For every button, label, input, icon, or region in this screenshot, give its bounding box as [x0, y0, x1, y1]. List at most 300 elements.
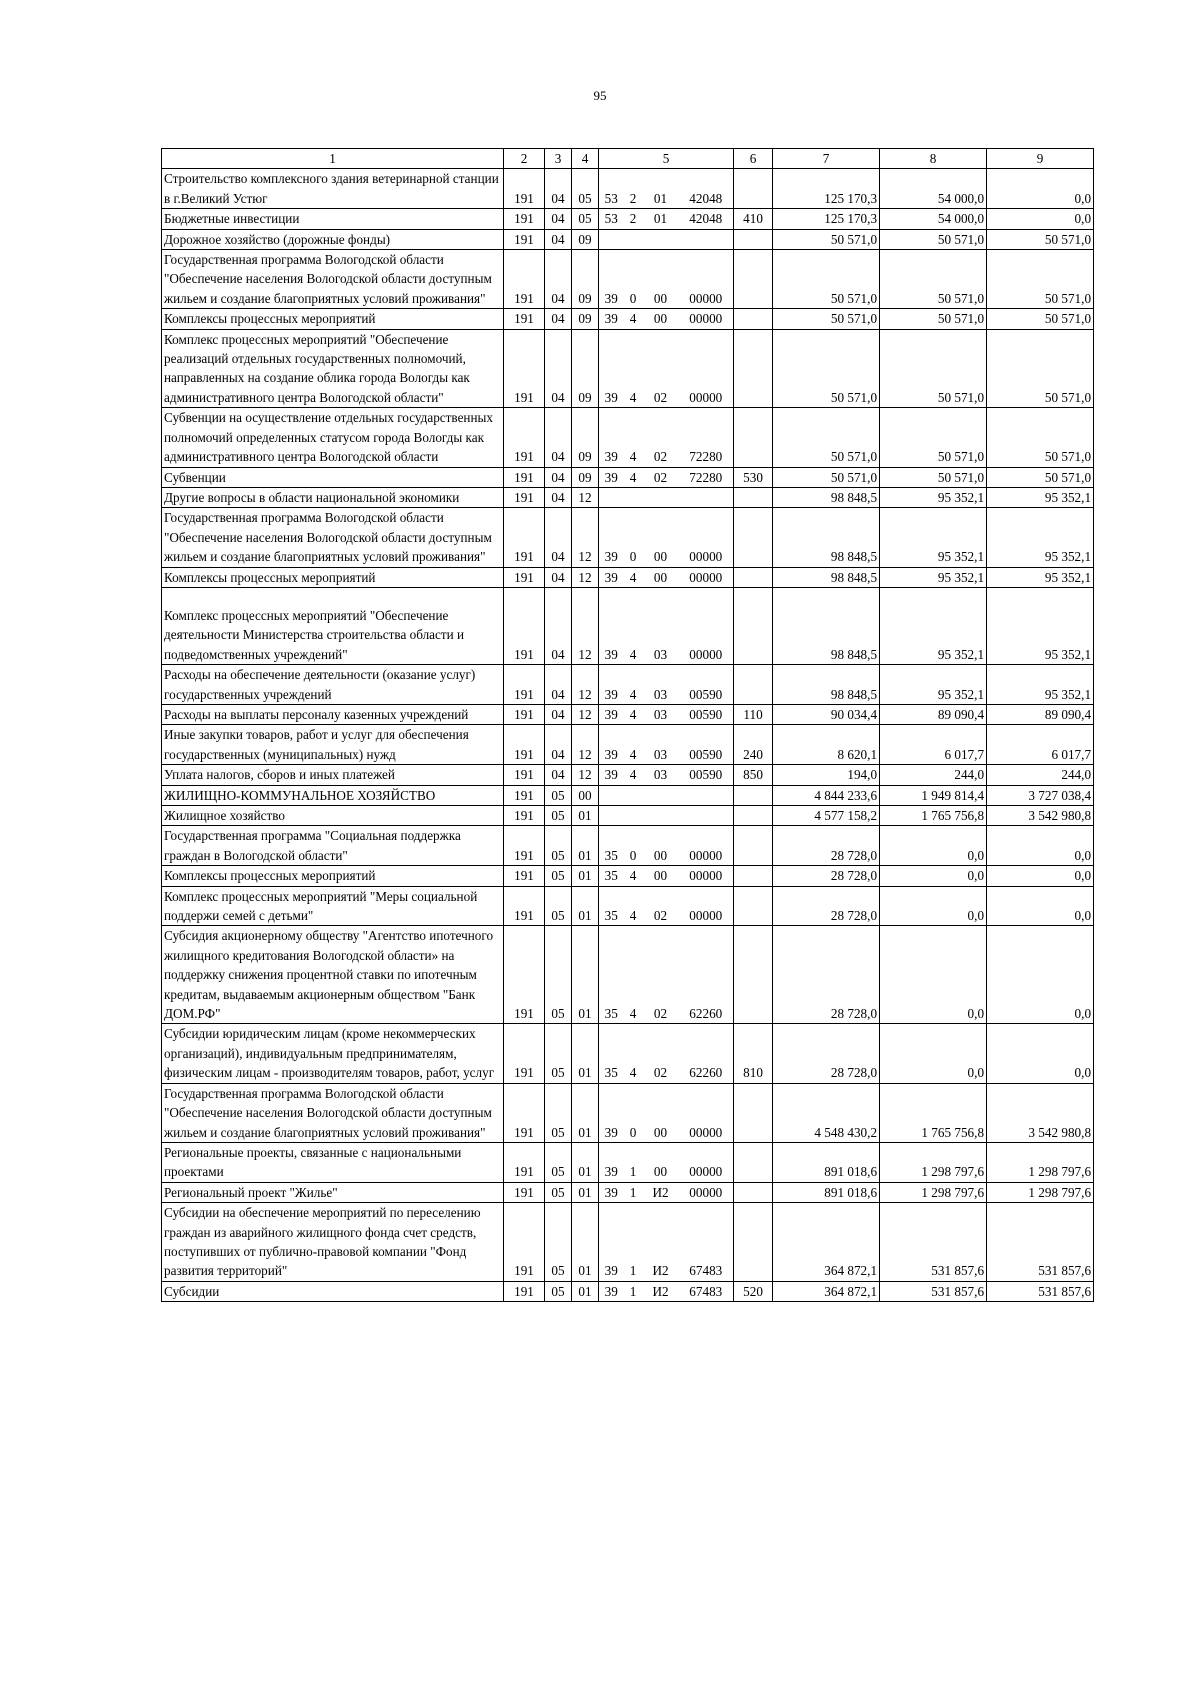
table-row — [162, 826, 1094, 866]
subsection-code: 00 — [572, 785, 599, 805]
header-cell: 5 — [599, 149, 734, 169]
subsection-code: 12 — [572, 665, 599, 705]
expense-type-code — [734, 508, 773, 567]
item-name: Государственная программа Вологодской области "Обеспечение населения Вологодской области доступным жильем и создание благоприятных условий проживания" — [162, 508, 504, 567]
subsection-code: 01 — [572, 806, 599, 826]
subsection-code: 09 — [572, 329, 599, 408]
amount-year-3: 0,0 — [987, 866, 1094, 886]
ministry-code: 191 — [504, 587, 545, 664]
event-code: 02 — [643, 467, 679, 487]
subprogram-code: 4 — [624, 725, 643, 765]
program-code: 39 — [599, 1182, 624, 1202]
event-code: 03 — [643, 704, 679, 724]
item-name: Комплекс процессных мероприятий "Меры социальной поддержи семей с детьми" — [162, 886, 504, 926]
amount-year-2: 95 352,1 — [880, 487, 987, 507]
event-code: 02 — [643, 886, 679, 926]
expense-type-code: 850 — [734, 765, 773, 785]
item-name: Государственная программа Вологодской области "Обеспечение населения Вологодской области доступным жильем и создание благоприятных условий проживания" — [162, 250, 504, 309]
table-row — [162, 1083, 1094, 1142]
table-row — [162, 169, 1094, 209]
section-code: 04 — [545, 309, 572, 329]
ministry-code: 191 — [504, 866, 545, 886]
section-code: 05 — [545, 1182, 572, 1202]
amount-year-2: 50 571,0 — [880, 250, 987, 309]
subprogram-code: 0 — [624, 826, 643, 866]
amount-year-3: 0,0 — [987, 209, 1094, 229]
header-row — [162, 149, 1094, 169]
subsection-code: 09 — [572, 309, 599, 329]
subsection-code: 01 — [572, 1142, 599, 1182]
subprogram-code: 0 — [624, 508, 643, 567]
item-name: Государственная программа Вологодской области "Обеспечение населения Вологодской области доступным жильем и создание благоприятных условий проживания" — [162, 1083, 504, 1142]
ministry-code: 191 — [504, 309, 545, 329]
section-code: 05 — [545, 1281, 572, 1301]
amount-year-3: 50 571,0 — [987, 309, 1094, 329]
program-code: 39 — [599, 508, 624, 567]
direction-code: 62260 — [679, 1024, 734, 1083]
event-code: И2 — [643, 1182, 679, 1202]
subprogram-code: 1 — [624, 1203, 643, 1282]
subprogram-code: 1 — [624, 1182, 643, 1202]
subprogram-code: 4 — [624, 1024, 643, 1083]
ministry-code: 191 — [504, 826, 545, 866]
direction-code — [679, 785, 734, 805]
section-code: 05 — [545, 866, 572, 886]
subprogram-code: 4 — [624, 926, 643, 1024]
item-name: Дорожное хозяйство (дорожные фонды) — [162, 229, 504, 249]
item-name: Бюджетные инвестиции — [162, 209, 504, 229]
section-code: 04 — [545, 487, 572, 507]
direction-code: 42048 — [679, 169, 734, 209]
ministry-code: 191 — [504, 926, 545, 1024]
header-cell: 9 — [987, 149, 1094, 169]
amount-year-2: 0,0 — [880, 926, 987, 1024]
amount-year-1: 50 571,0 — [773, 309, 880, 329]
direction-code — [679, 229, 734, 249]
event-code: 03 — [643, 665, 679, 705]
direction-code: 00000 — [679, 1142, 734, 1182]
subprogram-code: 4 — [624, 765, 643, 785]
table-row — [162, 229, 1094, 249]
event-code: 00 — [643, 309, 679, 329]
subprogram-code: 4 — [624, 866, 643, 886]
program-code: 39 — [599, 665, 624, 705]
section-code: 04 — [545, 229, 572, 249]
amount-year-1: 891 018,6 — [773, 1182, 880, 1202]
item-name: Региональный проект "Жилье" — [162, 1182, 504, 1202]
direction-code: 00000 — [679, 567, 734, 587]
item-name: Комплексы процессных мероприятий — [162, 866, 504, 886]
amount-year-3: 50 571,0 — [987, 329, 1094, 408]
table-row — [162, 567, 1094, 587]
program-code: 35 — [599, 926, 624, 1024]
section-code: 04 — [545, 567, 572, 587]
subprogram-code: 2 — [624, 169, 643, 209]
section-code: 04 — [545, 467, 572, 487]
program-code: 39 — [599, 567, 624, 587]
amount-year-1: 50 571,0 — [773, 229, 880, 249]
ministry-code: 191 — [504, 169, 545, 209]
table-body — [162, 169, 1094, 1302]
subsection-code: 05 — [572, 169, 599, 209]
table-row — [162, 329, 1094, 408]
program-code: 39 — [599, 765, 624, 785]
expense-type-code — [734, 826, 773, 866]
subprogram-code: 4 — [624, 665, 643, 705]
table-row — [162, 487, 1094, 507]
amount-year-2: 50 571,0 — [880, 309, 987, 329]
program-code: 39 — [599, 408, 624, 467]
expense-type-code: 520 — [734, 1281, 773, 1301]
ministry-code: 191 — [504, 1083, 545, 1142]
direction-code: 00000 — [679, 329, 734, 408]
section-code: 04 — [545, 665, 572, 705]
direction-code: 00000 — [679, 866, 734, 886]
item-name: Региональные проекты, связанные с национальными проектами — [162, 1142, 504, 1182]
event-code: 00 — [643, 567, 679, 587]
amount-year-3: 50 571,0 — [987, 408, 1094, 467]
expense-type-code: 530 — [734, 467, 773, 487]
amount-year-1: 28 728,0 — [773, 1024, 880, 1083]
expense-type-code: 410 — [734, 209, 773, 229]
table-row — [162, 1281, 1094, 1301]
event-code: И2 — [643, 1281, 679, 1301]
item-name: Уплата налогов, сборов и иных платежей — [162, 765, 504, 785]
amount-year-1: 90 034,4 — [773, 704, 880, 724]
expense-type-code — [734, 487, 773, 507]
event-code: 03 — [643, 587, 679, 664]
amount-year-3: 1 298 797,6 — [987, 1142, 1094, 1182]
expense-type-code — [734, 408, 773, 467]
section-code: 05 — [545, 806, 572, 826]
section-code: 04 — [545, 704, 572, 724]
program-code — [599, 785, 624, 805]
amount-year-2: 50 571,0 — [880, 329, 987, 408]
event-code: 00 — [643, 508, 679, 567]
item-name: Расходы на обеспечение деятельности (оказание услуг) государственных учреждений — [162, 665, 504, 705]
amount-year-1: 28 728,0 — [773, 926, 880, 1024]
table-row — [162, 250, 1094, 309]
subprogram-code: 1 — [624, 1281, 643, 1301]
direction-code: 00000 — [679, 587, 734, 664]
direction-code: 67483 — [679, 1203, 734, 1282]
item-name: ЖИЛИЩНО-КОММУНАЛЬНОЕ ХОЗЯЙСТВО — [162, 785, 504, 805]
amount-year-1: 4 577 158,2 — [773, 806, 880, 826]
program-code: 35 — [599, 826, 624, 866]
expense-type-code — [734, 926, 773, 1024]
amount-year-1: 194,0 — [773, 765, 880, 785]
item-name: Комплексы процессных мероприятий — [162, 309, 504, 329]
section-code: 04 — [545, 408, 572, 467]
amount-year-1: 4 548 430,2 — [773, 1083, 880, 1142]
item-name: Субсидии юридическим лицам (кроме некоммерческих организаций), индивидуальным предпринимателям, физическим лицам - производителям товаров, работ, услуг — [162, 1024, 504, 1083]
event-code: 01 — [643, 209, 679, 229]
event-code: 00 — [643, 1142, 679, 1182]
table-row — [162, 725, 1094, 765]
table-row — [162, 765, 1094, 785]
section-code: 04 — [545, 209, 572, 229]
table-row — [162, 408, 1094, 467]
direction-code: 00590 — [679, 725, 734, 765]
amount-year-3: 3 542 980,8 — [987, 1083, 1094, 1142]
event-code: 02 — [643, 408, 679, 467]
expense-type-code: 240 — [734, 725, 773, 765]
item-name: Субсидии — [162, 1281, 504, 1301]
direction-code: 00000 — [679, 250, 734, 309]
program-code: 39 — [599, 725, 624, 765]
program-code: 39 — [599, 1142, 624, 1182]
item-name: Субсидии на обеспечение мероприятий по переселению граждан из аварийного жилищного фонда счет средств, поступивших от публично-правовой компании "Фонд развития территорий" — [162, 1203, 504, 1282]
section-code: 04 — [545, 587, 572, 664]
expense-type-code — [734, 587, 773, 664]
expense-type-code — [734, 785, 773, 805]
direction-code: 72280 — [679, 467, 734, 487]
ministry-code: 191 — [504, 665, 545, 705]
header-cell: 1 — [162, 149, 504, 169]
subprogram-code: 1 — [624, 1142, 643, 1182]
amount-year-3: 6 017,7 — [987, 725, 1094, 765]
header-cell: 2 — [504, 149, 545, 169]
amount-year-1: 8 620,1 — [773, 725, 880, 765]
amount-year-3: 95 352,1 — [987, 508, 1094, 567]
amount-year-3: 95 352,1 — [987, 567, 1094, 587]
ministry-code: 191 — [504, 1024, 545, 1083]
amount-year-2: 95 352,1 — [880, 665, 987, 705]
subsection-code: 05 — [572, 209, 599, 229]
ministry-code: 191 — [504, 567, 545, 587]
amount-year-1: 4 844 233,6 — [773, 785, 880, 805]
direction-code: 00590 — [679, 704, 734, 724]
amount-year-1: 50 571,0 — [773, 408, 880, 467]
program-code: 39 — [599, 467, 624, 487]
ministry-code: 191 — [504, 1182, 545, 1202]
amount-year-2: 89 090,4 — [880, 704, 987, 724]
subprogram-code — [624, 785, 643, 805]
program-code: 39 — [599, 704, 624, 724]
subsection-code: 09 — [572, 467, 599, 487]
program-code: 39 — [599, 309, 624, 329]
section-code: 05 — [545, 785, 572, 805]
subprogram-code: 0 — [624, 1083, 643, 1142]
expense-type-code — [734, 329, 773, 408]
program-code — [599, 229, 624, 249]
table-row — [162, 926, 1094, 1024]
amount-year-3: 3 727 038,4 — [987, 785, 1094, 805]
program-code: 35 — [599, 866, 624, 886]
section-code: 05 — [545, 1142, 572, 1182]
ministry-code: 191 — [504, 1142, 545, 1182]
header-cell: 4 — [572, 149, 599, 169]
amount-year-3: 50 571,0 — [987, 467, 1094, 487]
amount-year-2: 1 765 756,8 — [880, 1083, 987, 1142]
amount-year-2: 54 000,0 — [880, 169, 987, 209]
event-code: 00 — [643, 1083, 679, 1142]
subsection-code: 12 — [572, 487, 599, 507]
ministry-code: 191 — [504, 886, 545, 926]
amount-year-2: 531 857,6 — [880, 1281, 987, 1301]
subsection-code: 09 — [572, 250, 599, 309]
amount-year-3: 50 571,0 — [987, 250, 1094, 309]
subsection-code: 12 — [572, 765, 599, 785]
ministry-code: 191 — [504, 785, 545, 805]
program-code: 39 — [599, 250, 624, 309]
amount-year-2: 1 765 756,8 — [880, 806, 987, 826]
header-cell: 6 — [734, 149, 773, 169]
amount-year-3: 95 352,1 — [987, 487, 1094, 507]
amount-year-2: 54 000,0 — [880, 209, 987, 229]
amount-year-3: 95 352,1 — [987, 587, 1094, 664]
section-code: 04 — [545, 250, 572, 309]
event-code: 02 — [643, 926, 679, 1024]
amount-year-1: 98 848,5 — [773, 665, 880, 705]
program-code — [599, 806, 624, 826]
subsection-code: 01 — [572, 1083, 599, 1142]
amount-year-3: 0,0 — [987, 1024, 1094, 1083]
amount-year-1: 364 872,1 — [773, 1203, 880, 1282]
amount-year-2: 95 352,1 — [880, 508, 987, 567]
amount-year-2: 244,0 — [880, 765, 987, 785]
amount-year-3: 244,0 — [987, 765, 1094, 785]
section-code: 05 — [545, 886, 572, 926]
ministry-code: 191 — [504, 209, 545, 229]
ministry-code: 191 — [504, 408, 545, 467]
subsection-code: 12 — [572, 508, 599, 567]
expense-type-code — [734, 229, 773, 249]
program-code — [599, 487, 624, 507]
amount-year-1: 98 848,5 — [773, 587, 880, 664]
event-code: 02 — [643, 329, 679, 408]
event-code — [643, 806, 679, 826]
amount-year-1: 125 170,3 — [773, 209, 880, 229]
ministry-code: 191 — [504, 1203, 545, 1282]
subprogram-code: 4 — [624, 567, 643, 587]
expense-type-code — [734, 886, 773, 926]
direction-code: 72280 — [679, 408, 734, 467]
table-row — [162, 886, 1094, 926]
item-name: Расходы на выплаты персоналу казенных учреждений — [162, 704, 504, 724]
direction-code: 00000 — [679, 1083, 734, 1142]
direction-code: 00590 — [679, 665, 734, 705]
subprogram-code: 4 — [624, 408, 643, 467]
program-code: 53 — [599, 209, 624, 229]
item-name: Субсидия акционерному обществу "Агентство ипотечного жилищного кредитования Вологодской области» на поддержку снижения процентной ставки по ипотечным кредитам, выдаваемым акционерным обществом "Банк ДОМ.РФ" — [162, 926, 504, 1024]
subprogram-code: 4 — [624, 886, 643, 926]
amount-year-3: 0,0 — [987, 926, 1094, 1024]
amount-year-2: 95 352,1 — [880, 567, 987, 587]
amount-year-1: 50 571,0 — [773, 467, 880, 487]
subprogram-code: 4 — [624, 309, 643, 329]
subsection-code: 12 — [572, 587, 599, 664]
direction-code: 00590 — [679, 765, 734, 785]
event-code: 00 — [643, 826, 679, 866]
item-name: Комплекс процессных мероприятий "Обеспечение реализаций отдельных государственных полномочий, направленных на создание облика города Вологды как административного центра Вологодской области" — [162, 329, 504, 408]
ministry-code: 191 — [504, 467, 545, 487]
amount-year-1: 125 170,3 — [773, 169, 880, 209]
expense-type-code — [734, 665, 773, 705]
expense-type-code — [734, 1083, 773, 1142]
item-name: Строительство комплексного здания ветеринарной станции в г.Великий Устюг — [162, 169, 504, 209]
event-code — [643, 487, 679, 507]
header-cell: 3 — [545, 149, 572, 169]
table-row — [162, 467, 1094, 487]
ministry-code: 191 — [504, 329, 545, 408]
section-code: 04 — [545, 169, 572, 209]
direction-code: 00000 — [679, 508, 734, 567]
event-code: 01 — [643, 169, 679, 209]
expense-type-code — [734, 1142, 773, 1182]
subprogram-code: 2 — [624, 209, 643, 229]
section-code: 04 — [545, 508, 572, 567]
event-code: 02 — [643, 1024, 679, 1083]
program-code: 53 — [599, 169, 624, 209]
section-code: 05 — [545, 1024, 572, 1083]
table-row — [162, 785, 1094, 805]
subsection-code: 01 — [572, 1024, 599, 1083]
amount-year-3: 531 857,6 — [987, 1203, 1094, 1282]
section-code: 04 — [545, 329, 572, 408]
subprogram-code: 4 — [624, 467, 643, 487]
item-name: Иные закупки товаров, работ и услуг для обеспечения государственных (муниципальных) нужд — [162, 725, 504, 765]
direction-code: 00000 — [679, 1182, 734, 1202]
item-name: Другие вопросы в области национальной экономики — [162, 487, 504, 507]
amount-year-3: 89 090,4 — [987, 704, 1094, 724]
budget-table — [161, 148, 1094, 1302]
table-row — [162, 587, 1094, 664]
expense-type-code — [734, 806, 773, 826]
subprogram-code: 0 — [624, 250, 643, 309]
ministry-code: 191 — [504, 806, 545, 826]
event-code — [643, 785, 679, 805]
expense-type-code: 110 — [734, 704, 773, 724]
expense-type-code — [734, 169, 773, 209]
direction-code — [679, 806, 734, 826]
section-code: 04 — [545, 725, 572, 765]
program-code: 39 — [599, 329, 624, 408]
subprogram-code: 4 — [624, 587, 643, 664]
amount-year-2: 0,0 — [880, 1024, 987, 1083]
amount-year-1: 50 571,0 — [773, 250, 880, 309]
ministry-code: 191 — [504, 229, 545, 249]
page-number: 95 — [593, 88, 607, 103]
amount-year-1: 891 018,6 — [773, 1142, 880, 1182]
table-row — [162, 704, 1094, 724]
direction-code: 62260 — [679, 926, 734, 1024]
expense-type-code — [734, 866, 773, 886]
subsection-code: 01 — [572, 866, 599, 886]
table-row — [162, 209, 1094, 229]
amount-year-1: 50 571,0 — [773, 329, 880, 408]
table-row — [162, 1024, 1094, 1083]
subsection-code: 01 — [572, 1182, 599, 1202]
table-row — [162, 806, 1094, 826]
amount-year-2: 531 857,6 — [880, 1203, 987, 1282]
amount-year-3: 0,0 — [987, 826, 1094, 866]
direction-code: 42048 — [679, 209, 734, 229]
ministry-code: 191 — [504, 250, 545, 309]
amount-year-2: 1 298 797,6 — [880, 1182, 987, 1202]
amount-year-3: 3 542 980,8 — [987, 806, 1094, 826]
amount-year-1: 28 728,0 — [773, 866, 880, 886]
expense-type-code — [734, 250, 773, 309]
section-code: 04 — [545, 765, 572, 785]
table-row — [162, 1203, 1094, 1282]
table-row — [162, 1182, 1094, 1202]
expense-type-code — [734, 1182, 773, 1202]
item-name: Субвенции — [162, 467, 504, 487]
ministry-code: 191 — [504, 1281, 545, 1301]
program-code: 39 — [599, 1281, 624, 1301]
program-code: 39 — [599, 1203, 624, 1282]
